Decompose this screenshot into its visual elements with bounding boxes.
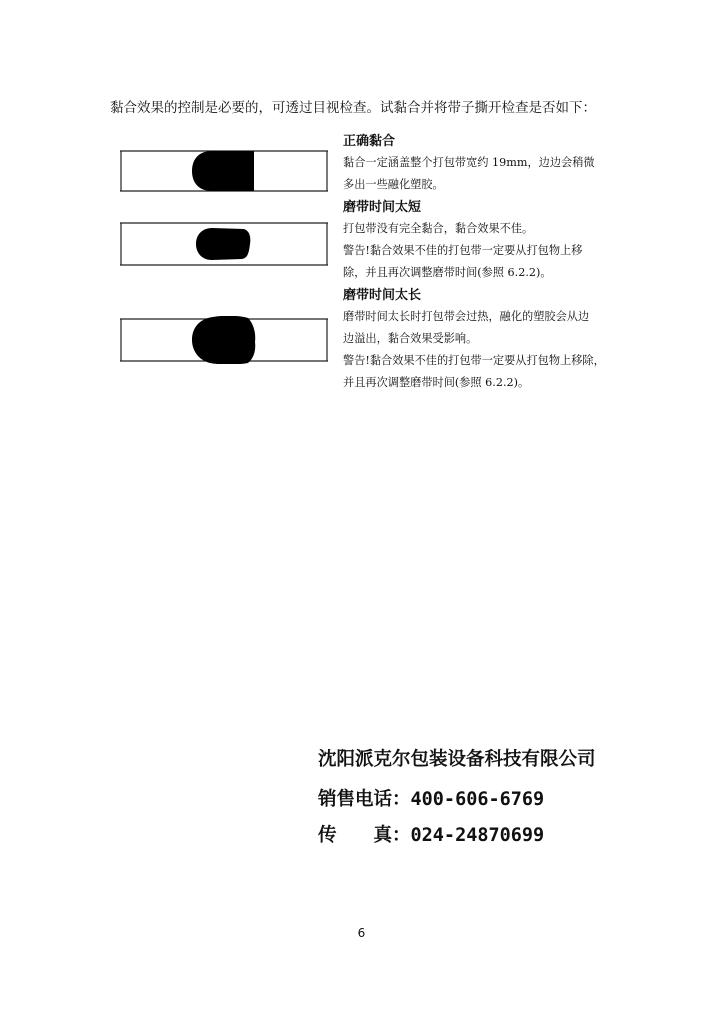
section-line: 黏合一定涵盖整个打包带宽约 19mm，边边会稍微 — [343, 156, 595, 169]
strap-too-short-figure — [120, 222, 328, 266]
fax-number: 024-24870699 — [410, 825, 545, 846]
section-title: 磨带时间太长 — [343, 288, 422, 303]
section-line: 打包带没有完全黏合，黏合效果不佳。 — [343, 222, 534, 235]
section-line: 磨带时间太长时打包带会过热，融化的塑胶会从边 — [343, 310, 590, 323]
section-title: 正确黏合 — [343, 134, 396, 149]
section-too-long — [343, 286, 643, 394]
sales-phone-line — [318, 786, 678, 814]
intro-text: 黏合效果的控制是必要的，可透过目视检查。试黏合并将带子撕开检查是否如下： — [110, 100, 596, 116]
strap-correct-bond-figure — [120, 150, 328, 192]
section-line: 警告!黏合效果不佳的打包带一定要从打包物上移 — [343, 244, 583, 257]
section-line: 多出一些融化塑胶。 — [343, 178, 444, 191]
fax-label: 传 真： — [318, 825, 411, 846]
sales-label: 销售电话： — [318, 789, 411, 810]
section-line: 除，并且再次调整磨带时间(参照 6.2.2)。 — [343, 266, 552, 279]
section-line: 警告!黏合效果不佳的打包带一定要从打包物上移除， — [343, 354, 605, 367]
page-number: 6 — [357, 926, 366, 940]
section-too-short — [343, 198, 643, 284]
section-line: 并且再次调整磨带时间(参照 6.2.2)。 — [343, 376, 530, 389]
company-name: 沈阳派克尔包装设备科技有限公司 — [318, 749, 596, 770]
fax-line — [318, 822, 678, 850]
sales-phone: 400-606-6769 — [410, 789, 545, 810]
section-line: 边溢出，黏合效果受影响。 — [343, 332, 478, 345]
strap-too-long-figure — [120, 316, 328, 364]
section-title: 磨带时间太短 — [343, 200, 422, 215]
section-correct-bond — [343, 132, 643, 196]
